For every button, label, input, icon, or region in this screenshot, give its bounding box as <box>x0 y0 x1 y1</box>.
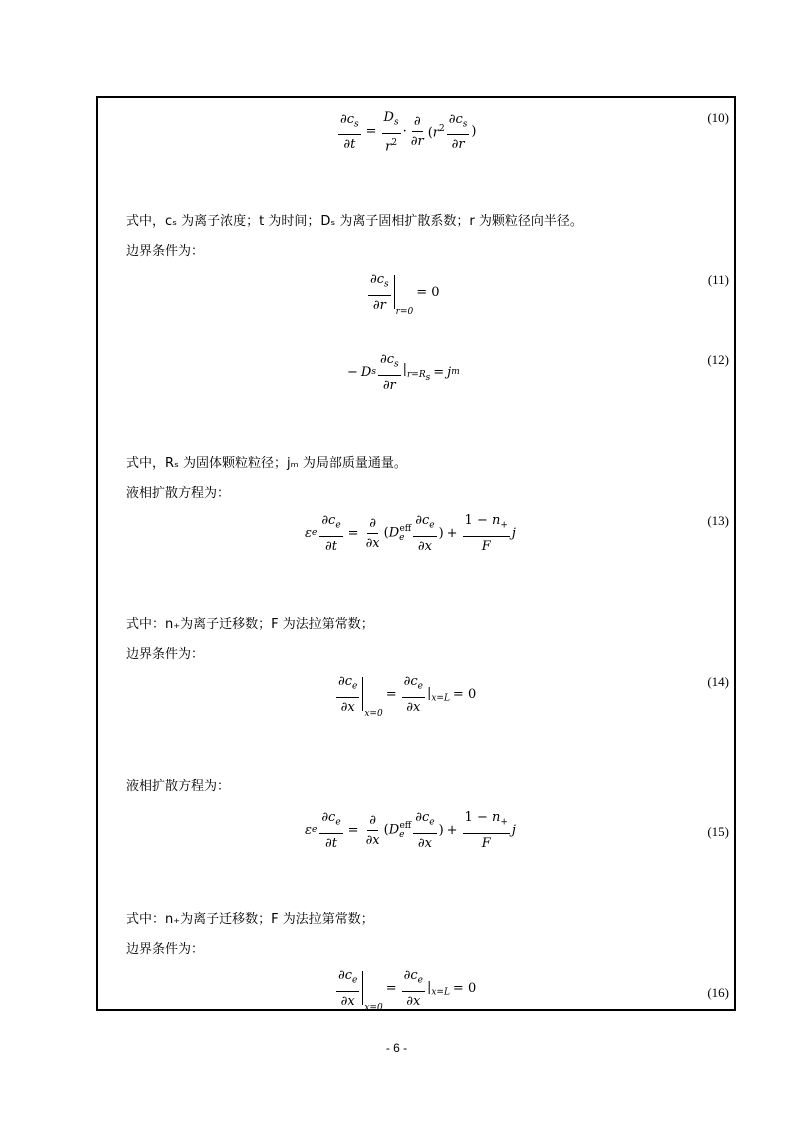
paragraph: 式中，Rₛ 为固体颗粒粒径；jₘ 为局部质量通量。 <box>126 456 407 471</box>
equation-16: $\frac{\partial c_e}{\partial x}$ x=0 = $\frac{\partial c_e}{\partial x}$ $|_{x=L}$ = 0 <box>338 968 477 1014</box>
paragraph: 边界条件为： <box>126 244 205 259</box>
paragraph: 式中：n₊为离子迁移数；F 为法拉第常数； <box>126 912 374 927</box>
equation-15: ε e $\frac{\partial c_e}{\partial t}$ = $\frac{\partial}{\partial x}$ ($D_e^{eff}$ $\frac{\partial c_e}{\partial x}$ ) + $\frac{1 - n_+}{F}$ j <box>305 810 516 851</box>
paragraph: 液相扩散方程为： <box>126 486 231 501</box>
page-number: - 6 - <box>385 1041 408 1055</box>
equation-number: (14) <box>707 674 729 689</box>
paragraph: 式中：n₊为离子迁移数；F 为法拉第常数； <box>126 617 374 632</box>
content-frame <box>96 96 736 1014</box>
equation-number: (12) <box>707 352 729 367</box>
equation-number: (13) <box>707 513 729 528</box>
equation-13: ε e $\frac{\partial c_e}{\partial t}$ = $\frac{\partial}{\partial x}$ ($D_e^{eff}$ $\frac{\partial c_e}{\partial x}$ ) + $\frac{1 - n_+}{F}$ j <box>305 513 516 554</box>
paragraph: 液相扩散方程为： <box>126 779 231 794</box>
equation-11: $\frac{\partial c_s}{\partial r}$ r=0 = 0 <box>370 272 440 318</box>
paragraph: 式中，cₛ 为离子浓度；t 为时间；Dₛ 为离子固相扩散系数；r 为颗粒径向半径。 <box>126 214 583 229</box>
equation-12: − D s $\frac{\partial c_s}{\partial r}$ $|_{r=R_s}$ = j m <box>347 352 460 393</box>
paragraph: 边界条件为： <box>126 647 205 662</box>
equation-10: $\frac{\partial c_s}{\partial t}$ = $\frac{D_s}{r^2}$ · $\frac{\partial}{\partial r}$ ($r^2$ $\frac{\partial c_s}{\partial r}$ ) <box>340 110 477 154</box>
equation-number: (15) <box>707 824 729 839</box>
equation-number: (16) <box>707 985 729 1000</box>
equation-14: $\frac{\partial c_e}{\partial x}$ x=0 = $\frac{\partial c_e}{\partial x}$ $|_{x=L}$ = 0 <box>338 674 477 720</box>
equation-number: (11) <box>707 272 729 287</box>
paragraph: 边界条件为： <box>126 942 205 957</box>
equation-number: (10) <box>707 110 729 125</box>
